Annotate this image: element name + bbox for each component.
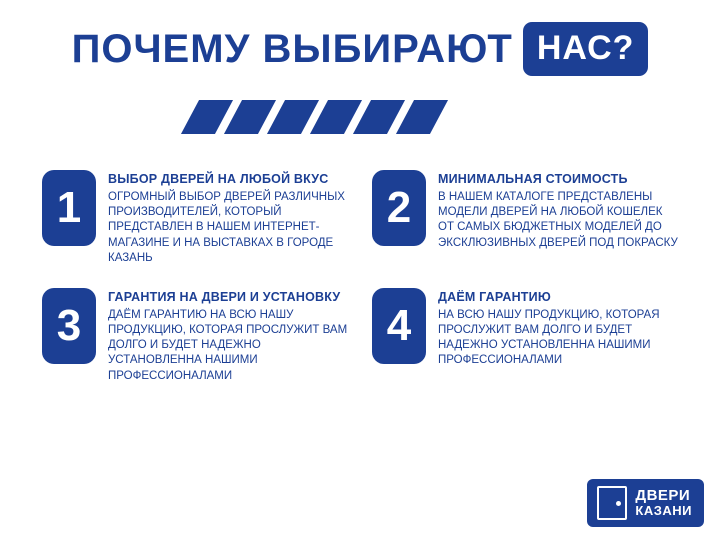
- benefit-item-1: [42, 170, 352, 266]
- benefit-item-4: [372, 288, 682, 384]
- brand-logo: [587, 479, 704, 527]
- benefit-text-block: [438, 288, 678, 369]
- benefit-text-block: [438, 170, 678, 251]
- benefit-title: ВЫБОР ДВЕРЕЙ НА ЛЮБОЙ ВКУС: [108, 172, 329, 186]
- brand-logo-line1: ДВЕРИ: [635, 487, 691, 505]
- benefit-text-block: [108, 288, 348, 384]
- benefit-description: ДАЁМ ГАРАНТИЮ НА ВСЮ НАШУ ПРОДУКЦИЮ, КОТОРАЯ ПРОСЛУЖИТ ВАМ ДОЛГО И БУДЕТ НАДЕЖНО УСТАНОВЛЕННА НАШИМИ ПРОФЕССИОНАЛАМИ: [108, 308, 348, 382]
- brand-logo-line2: КАЗАНИ: [635, 503, 692, 519]
- stripes-decoration: [181, 100, 539, 134]
- benefit-number-badge: 3: [42, 288, 96, 364]
- benefit-description: ОГРОМНЫЙ ВЫБОР ДВЕРЕЙ РАЗЛИЧНЫХ ПРОИЗВОДИТЕЛЕЙ, КОТОРЫЙ ПРЕДСТАВЛЕН В НАШЕМ ИНТЕРНЕТ-МАГАЗИНЕ И НА ВЫСТАВКАХ В ГОРОДЕ КАЗАНЬ: [108, 191, 345, 264]
- benefit-item-2: [372, 170, 682, 266]
- benefit-description: НА ВСЮ НАШУ ПРОДУКЦИЮ, КОТОРАЯ ПРОСЛУЖИТ ВАМ ДОЛГО И БУДЕТ НАДЕЖНО УСТАНОВЛЕННА НАШИМИ ПРОФЕССИОНАЛАМИ: [438, 308, 660, 367]
- page-title-main: ПОЧЕМУ ВЫБИРАЮТ: [71, 27, 513, 71]
- benefit-number-badge: 2: [372, 170, 426, 246]
- benefit-number-badge: 1: [42, 170, 96, 246]
- benefits-grid: [42, 170, 682, 384]
- stripe-bar: [396, 100, 448, 134]
- benefit-description: В НАШЕМ КАТАЛОГЕ ПРЕДСТАВЛЕНЫ МОДЕЛИ ДВЕРЕЙ НА ЛЮБОЙ КОШЕЛЕК ОТ САМЫХ БЮДЖЕТНЫХ МОДЕЛЕЙ ДО ЭКСКЛЮЗИВНЫХ ДВЕРЕЙ ПОД ПОКРАСКУ: [438, 191, 678, 249]
- benefit-title: МИНИМАЛЬНАЯ СТОИМОСТЬ: [438, 172, 628, 186]
- page-title-badge: НАС?: [523, 22, 649, 76]
- benefit-title: ДАЁМ ГАРАНТИЮ: [438, 289, 551, 304]
- benefit-title: ГАРАНТИЯ НА ДВЕРИ И УСТАНОВКУ: [108, 289, 341, 304]
- benefit-item-3: [42, 288, 352, 384]
- benefit-text-block: [108, 170, 348, 266]
- door-icon: [597, 486, 627, 520]
- brand-logo-text: [635, 488, 692, 517]
- benefit-number-badge: 4: [372, 288, 426, 364]
- page-title: [0, 22, 720, 76]
